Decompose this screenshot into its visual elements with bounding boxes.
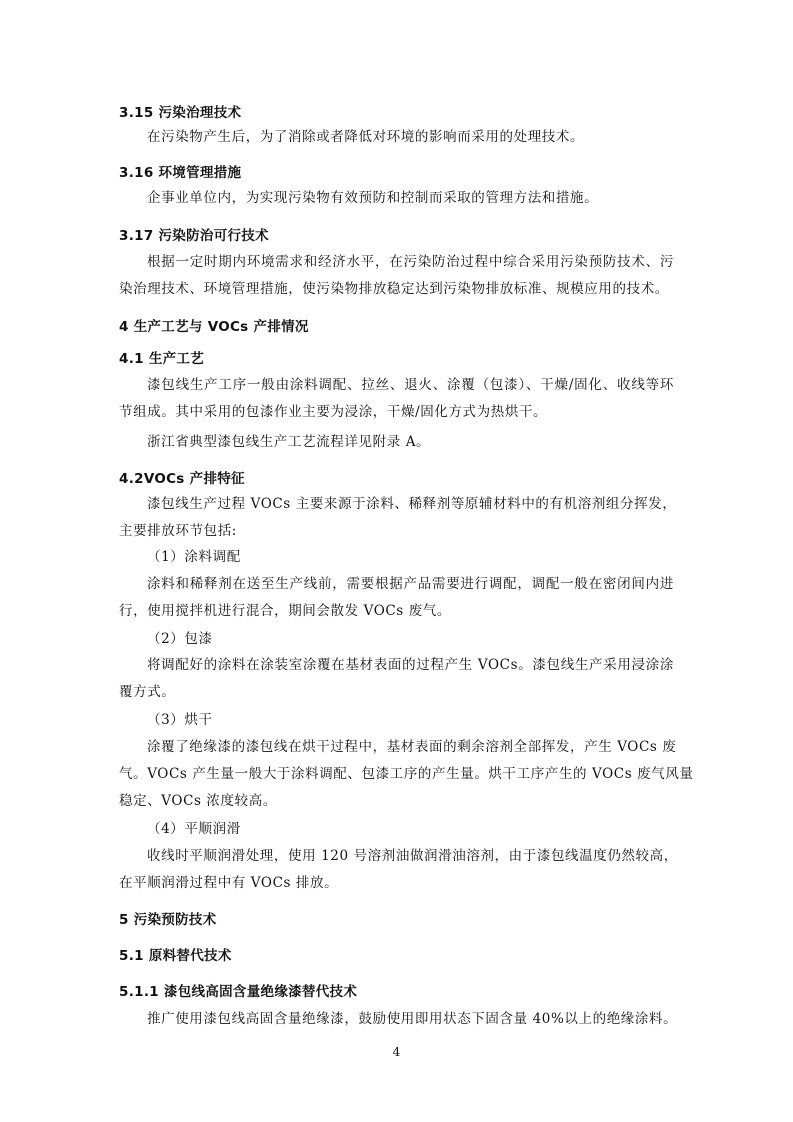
- heading-4-2: 4.2VOCs 产排特征: [119, 471, 245, 487]
- item-3-title: （3）烘干: [147, 712, 213, 728]
- item-1-line1: 涂料和稀释剂在送至生产线前，需要根据产品需要进行调配，调配一般在密闭间内进: [147, 576, 674, 592]
- paragraph-3-17-line1: 根据一定时期内环境需求和经济水平，在污染防治过程中综合采用污染预防技术、污: [147, 254, 674, 270]
- paragraph-4-1-line2: 节组成。其中采用的包漆作业主要为浸涂，干燥/固化方式为热烘干。: [119, 404, 548, 420]
- heading-3-15: 3.15 污染治理技术: [119, 105, 242, 121]
- item-1-line2: 行，使用搅拌机进行混合，期间会散发 VOCs 废气。: [119, 603, 452, 619]
- heading-5: 5 污染预防技术: [119, 912, 217, 928]
- paragraph-3-17-line2: 染治理技术、环境管理措施，使污染物排放稳定达到污染物排放标准、规模应用的技术。: [119, 281, 669, 297]
- paragraph-5-1-1: 推广使用漆包线高固含量绝缘漆，鼓励使用即用状态下固含量 40%以上的绝缘涂料。: [147, 1011, 678, 1027]
- item-2-title: （2）包漆: [147, 631, 213, 647]
- paragraph-4-2-intro-line2: 主要排放环节包括:: [119, 523, 237, 539]
- item-1-title: （1）涂料调配: [147, 549, 241, 565]
- heading-5-1: 5.1 原料替代技术: [119, 948, 232, 964]
- page-number: 4: [392, 1045, 401, 1059]
- item-2-line2: 覆方式。: [119, 684, 176, 700]
- item-3-line3: 稳定、VOCs 浓度较高。: [119, 793, 277, 809]
- paragraph-3-16: 企事业单位内，为实现污染物有效预防和控制而采取的管理方法和措施。: [147, 190, 599, 206]
- paragraph-4-1-line1: 漆包线生产工序一般由涂料调配、拉丝、退火、涂覆（包漆）、干燥/固化、收线等环: [147, 377, 674, 393]
- item-3-line1: 涂覆了绝缘漆的漆包线在烘干过程中，基材表面的剩余溶剂全部挥发，产生 VOCs 废: [147, 739, 677, 755]
- item-4-line1: 收线时平顺润滑处理，使用 120 号溶剂油做润滑油溶剂，由于漆包线温度仍然较高，: [147, 848, 678, 864]
- item-4-line2: 在平顺润滑过程中有 VOCs 排放。: [119, 875, 339, 891]
- paragraph-4-2-intro-line1: 漆包线生产过程 VOCs 主要来源于涂料、稀释剂等原辅材料中的有机溶剂组分挥发，: [147, 496, 677, 512]
- heading-3-16: 3.16 环境管理措施: [119, 165, 242, 181]
- item-4-title: （4）平顺润滑: [147, 821, 241, 837]
- heading-3-17: 3.17 污染防治可行技术: [119, 228, 269, 244]
- heading-5-1-1: 5.1.1 漆包线高固含量绝缘漆替代技术: [119, 984, 358, 1000]
- item-2-line1: 将调配好的涂料在涂装室涂覆在基材表面的过程产生 VOCs。漆包线生产采用浸涂涂: [147, 657, 674, 673]
- heading-4-1: 4.1 生产工艺: [119, 351, 205, 367]
- paragraph-4-1-line3: 浙江省典型漆包线生产工艺流程详见附录 A。: [147, 434, 431, 450]
- item-3-line2: 气。VOCs 产生量一般大于涂料调配、包漆工序的产生量。烘干工序产生的 VOCs 废气风量: [119, 766, 694, 782]
- heading-4: 4 生产工艺与 VOCs 产排情况: [119, 319, 309, 335]
- paragraph-3-15: 在污染物产生后，为了消除或者降低对环境的影响而采用的处理技术。: [147, 129, 585, 145]
